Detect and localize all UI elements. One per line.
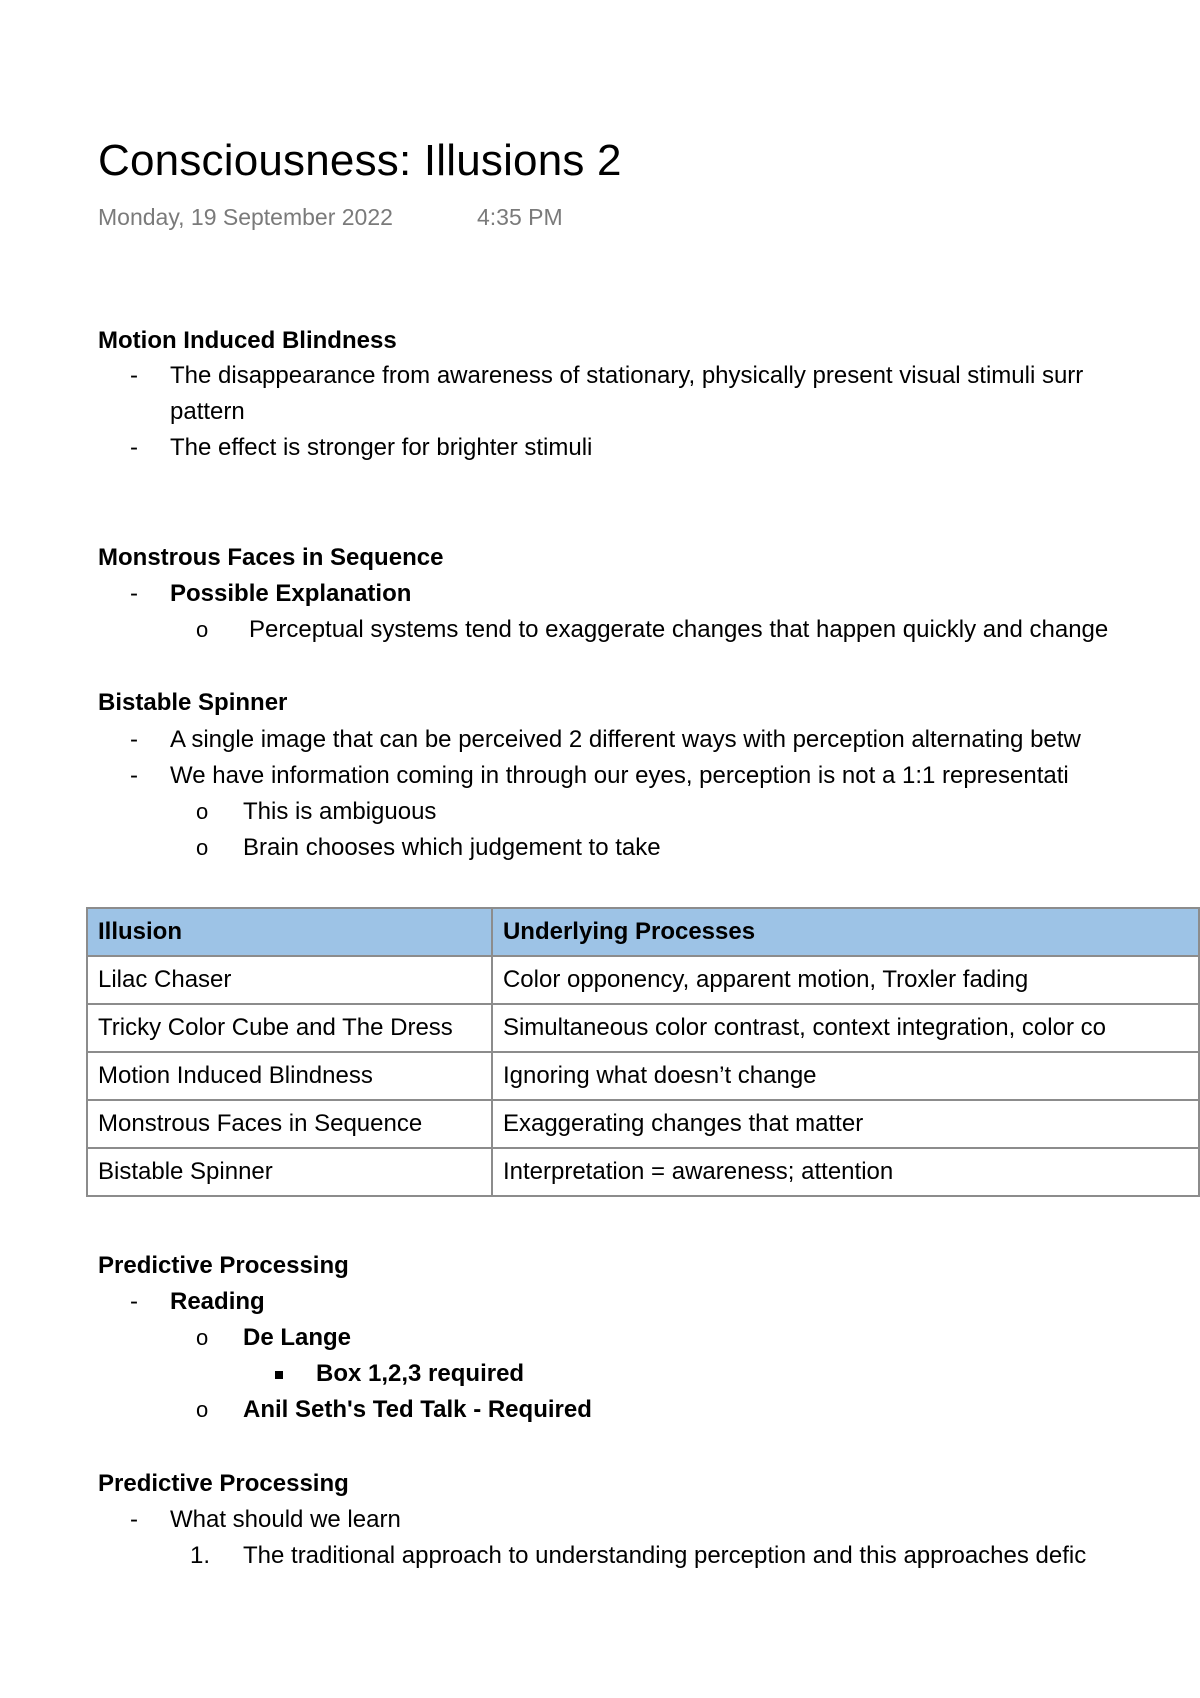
table-row xyxy=(87,1004,1199,1052)
table-header-processes: Underlying Processes xyxy=(492,908,1199,956)
table-cell: Exaggerating changes that matter xyxy=(492,1100,1199,1148)
table-row xyxy=(87,1100,1199,1148)
pp2-bullet-1: What should we learn xyxy=(170,1506,401,1533)
table-cell: Color opponency, apparent motion, Troxler fading xyxy=(492,956,1199,1004)
table-header-illusion: Illusion xyxy=(87,908,492,956)
sub-bullet-marker: o xyxy=(196,617,209,642)
spinner-sub-1: This is ambiguous xyxy=(243,798,437,825)
pp1-sub-de-lange: De Lange xyxy=(243,1324,352,1351)
sub-bullet-marker: o xyxy=(196,835,209,860)
heading-predictive-processing-2: Predictive Processing xyxy=(98,1470,349,1497)
table-header-row xyxy=(87,908,1199,956)
table-cell: Motion Induced Blindness xyxy=(87,1052,492,1100)
page-date: Monday, 19 September 2022 xyxy=(98,204,393,230)
table-cell: Bistable Spinner xyxy=(87,1148,492,1196)
heading-monstrous-faces: Monstrous Faces in Sequence xyxy=(98,544,444,571)
square-bullet-marker xyxy=(275,1371,283,1379)
page-time: 4:35 PM xyxy=(477,204,563,230)
sub-bullet-marker: o xyxy=(196,1397,209,1422)
pp2-numbered-1: The traditional approach to understanding perception and this approaches defic xyxy=(243,1542,1087,1569)
table-cell: Interpretation = awareness; attention xyxy=(492,1148,1199,1196)
pp1-sub-ted-talk: Anil Seth's Ted Talk - Required xyxy=(243,1396,592,1423)
mib-bullet-2: The effect is stronger for brighter stimuli xyxy=(170,434,593,461)
bullet-marker: - xyxy=(130,580,138,607)
heading-predictive-processing-1: Predictive Processing xyxy=(98,1252,349,1279)
table-row xyxy=(87,1052,1199,1100)
mib-bullet-1-cont: pattern xyxy=(170,398,245,425)
bullet-marker: - xyxy=(130,362,138,389)
spinner-bullet-2: We have information coming in through our eyes, perception is not a 1:1 representati xyxy=(170,762,1069,789)
numbered-marker: 1. xyxy=(190,1542,211,1569)
spinner-sub-2: Brain chooses which judgement to take xyxy=(243,834,661,861)
table-cell: Tricky Color Cube and The Dress xyxy=(87,1004,492,1052)
bullet-marker: - xyxy=(130,762,138,789)
sub-bullet-marker: o xyxy=(196,799,209,824)
pp1-subsub-box: Box 1,2,3 required xyxy=(316,1360,525,1387)
table-row xyxy=(87,1148,1199,1196)
bullet-marker: - xyxy=(130,1506,138,1533)
bullet-marker: - xyxy=(130,726,138,753)
sub-bullet-marker: o xyxy=(196,1325,209,1350)
table-row xyxy=(87,956,1199,1004)
page-title: Consciousness: Illusions 2 xyxy=(98,136,622,185)
bullet-marker: - xyxy=(130,434,138,461)
table-cell: Simultaneous color contrast, context integration, color co xyxy=(492,1004,1199,1052)
bullet-marker: - xyxy=(130,1288,138,1315)
mib-bullet-1: The disappearance from awareness of stationary, physically present visual stimuli surr xyxy=(170,362,1084,389)
faces-sub-1: Perceptual systems tend to exaggerate changes that happen quickly and change xyxy=(249,616,1109,643)
table-cell: Ignoring what doesn’t change xyxy=(492,1052,1199,1100)
pp1-bullet-reading: Reading xyxy=(170,1288,265,1315)
heading-bistable-spinner: Bistable Spinner xyxy=(98,689,288,716)
heading-motion-induced-blindness: Motion Induced Blindness xyxy=(98,327,397,354)
spinner-bullet-1: A single image that can be perceived 2 different ways with perception alternating betw xyxy=(170,726,1081,753)
faces-bullet-1: Possible Explanation xyxy=(170,580,412,607)
illusions-table xyxy=(86,907,1200,1197)
table-cell: Monstrous Faces in Sequence xyxy=(87,1100,492,1148)
table-cell: Lilac Chaser xyxy=(87,956,492,1004)
